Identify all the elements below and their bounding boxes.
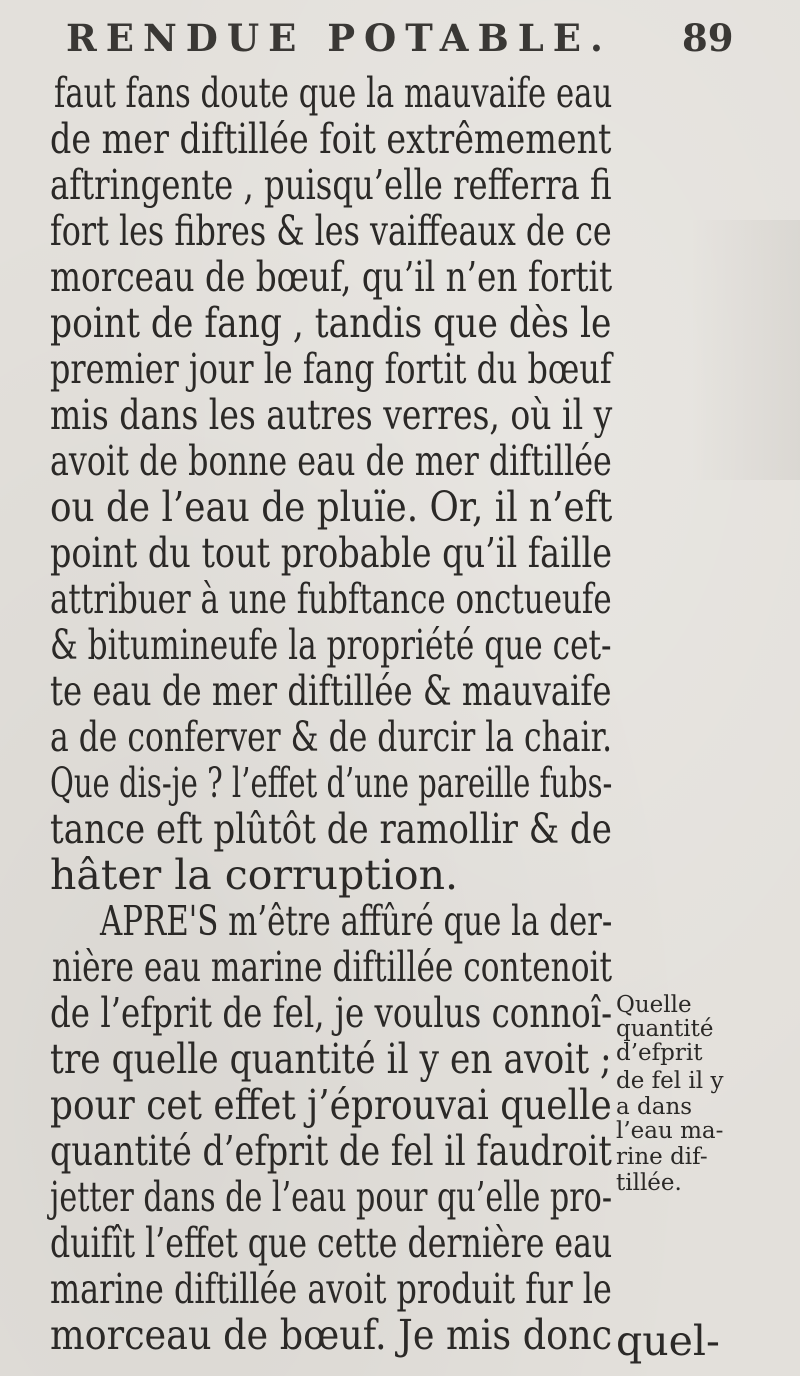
margin-note-line: d’efprit	[616, 1040, 703, 1066]
body-line: aftringente , puisqu’elle refferra fi	[50, 161, 612, 209]
body-line: premier jour le fang fortit du bœuf	[50, 345, 612, 393]
body-line: hâter la corruption.	[50, 851, 459, 899]
margin-note-line: a dans	[616, 1094, 693, 1120]
body-line: ou de l’eau de pluïe. Or, il n’eft	[50, 483, 613, 531]
margin-note-line: quantité	[616, 1016, 714, 1042]
body-line: mis dans les autres verres, où il y	[50, 391, 613, 439]
body-line: APRE'S m’être affûré que la der-	[100, 897, 613, 945]
body-line: de l’efprit de fel, je voulus connoî-	[50, 989, 613, 1037]
body-line: morceau de bœuf. Je mis donc	[50, 1311, 613, 1359]
body-line: nière eau marine diftillée contenoit	[52, 943, 613, 991]
body-line: point du tout probable qu’il faille	[50, 529, 613, 577]
body-line: morceau de bœuf, qu’il n’en fortit	[50, 253, 613, 301]
catchword: quel-	[616, 1317, 720, 1365]
body-line: & bitumineufe la propriété que cet-	[50, 621, 612, 669]
body-line: marine diftillée avoit produit fur le	[50, 1265, 612, 1313]
body-line: quantité d’efprit de fel il faudroit	[50, 1127, 612, 1175]
body-line: faut fans doute que la mauvaife eau	[54, 69, 613, 117]
page-bleed-shadow	[690, 220, 800, 480]
body-line: duifît l’effet que cette dernière eau	[50, 1219, 613, 1267]
margin-note-line: tillée.	[616, 1170, 682, 1196]
margin-note-line: Quelle	[616, 992, 692, 1018]
body-line: avoit de bonne eau de mer diftillée	[50, 437, 612, 485]
running-head	[0, 6, 800, 66]
page-number: 89	[682, 16, 734, 60]
body-line: Que dis-je ? l’effet d’une pareille fubs-	[50, 759, 613, 807]
body-line: attribuer à une fubftance onctueufe	[50, 575, 612, 623]
body-line: pour cet effet j’éprouvai quelle	[50, 1081, 612, 1129]
body-line: tre quelle quantité il y en avoit ;	[50, 1035, 612, 1083]
running-head-title: RENDUE POTABLE.	[66, 16, 612, 60]
body-line: jetter dans de l’eau pour qu’elle pro-	[50, 1173, 613, 1221]
body-line: tance eft plûtôt de ramollir & de	[50, 805, 612, 853]
body-line: point de fang , tandis que dès le	[50, 299, 612, 347]
body-line: fort les fibres & les vaiffeaux de ce	[50, 207, 612, 255]
body-line: de mer diftillée foit extrêmement	[50, 115, 612, 163]
margin-note-line: de fel il y	[616, 1068, 724, 1094]
margin-note-line: l’eau ma-	[616, 1118, 724, 1144]
body-line: a de conferver & de durcir la chair.	[50, 713, 613, 761]
margin-note-line: rine dif-	[616, 1144, 708, 1170]
body-line: te eau de mer diftillée & mauvaife	[50, 667, 612, 715]
